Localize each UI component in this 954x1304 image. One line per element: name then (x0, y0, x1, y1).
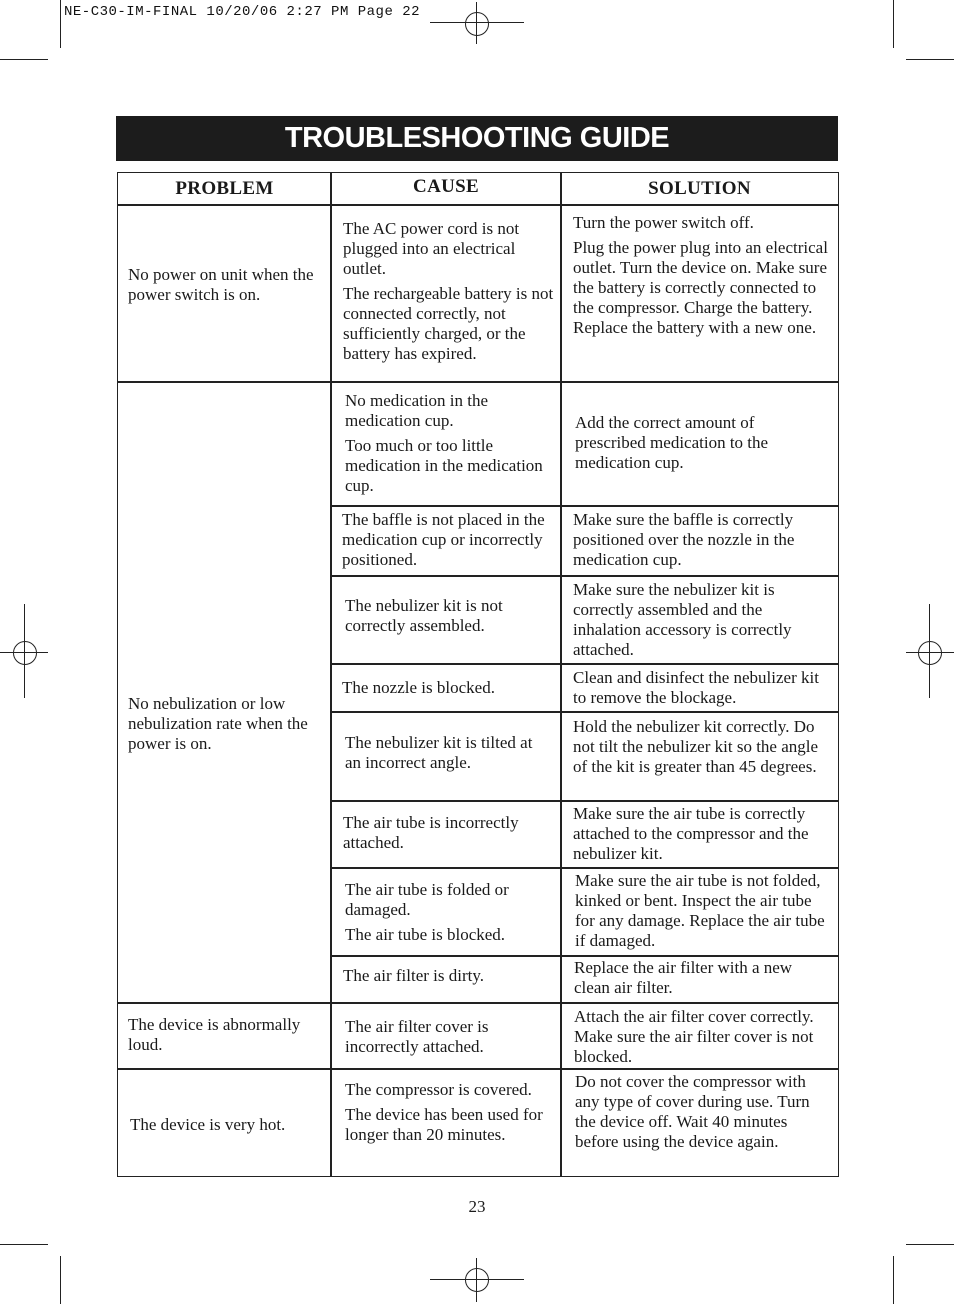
cause-text: The AC power cord is not plugged into an electrical outlet. (343, 219, 520, 278)
header-cause: CAUSE (413, 176, 479, 197)
solution-text: Hold the nebulizer kit correctly. Do not tilt the nebulizer kit so the angle of the kit is greater than 45 degrees. (573, 717, 819, 776)
cause-cell (345, 1017, 550, 1057)
solution-cell (575, 413, 825, 473)
row-divider (331, 955, 838, 957)
cause-text: The air filter is dirty. (343, 966, 484, 985)
row-divider (331, 505, 838, 507)
crop-mark (60, 0, 61, 48)
registration-mark (465, 1268, 489, 1292)
row-divider (118, 381, 838, 383)
solution-text: Make sure the nebulizer kit is correctly assembled and the inhalation accessory is correctly attached. (573, 580, 792, 659)
registration-mark (430, 22, 524, 23)
troubleshooting-table (117, 172, 839, 1177)
registration-mark (929, 604, 930, 698)
cause-cell (345, 733, 550, 773)
row-divider (118, 1002, 838, 1004)
cause-text: The nebulizer kit is not correctly assembled. (345, 596, 503, 635)
cause-text: The rechargeable battery is not connected correctly, not sufficiently charged, or the battery has expired. (343, 284, 554, 363)
registration-mark (24, 604, 25, 698)
cause-text: Too much or too little medication in the medication cup. (345, 436, 543, 495)
problem-abnormally-loud: The device is abnormally loud. (128, 1015, 301, 1054)
solution-cell (573, 580, 829, 660)
solution-cell (573, 213, 829, 338)
solution-cell (573, 668, 829, 708)
cause-text: The air tube is blocked. (345, 925, 506, 944)
column-divider (330, 173, 332, 1177)
solution-text: Turn the power switch off. (573, 213, 754, 232)
crop-mark (893, 0, 894, 48)
problem-no-power: No power on unit when the power switch is on. (128, 265, 314, 304)
solution-text: Replace the air filter with a new clean air filter. (574, 958, 793, 997)
row-divider (118, 1068, 838, 1070)
printer-slug: NE-C30-IM-FINAL 10/20/06 2:27 PM Page 22 (64, 4, 421, 20)
registration-mark (430, 1279, 524, 1280)
solution-cell (575, 1072, 829, 1152)
cause-text: The nebulizer kit is tilted at an incorrect angle. (345, 733, 533, 772)
cause-cell (345, 880, 550, 945)
cause-cell (345, 1080, 550, 1145)
solution-text: Attach the air filter cover correctly. Make sure the air filter cover is not blocked. (574, 1007, 814, 1066)
solution-text: Make sure the air tube is correctly attached to the compressor and the nebulizer kit. (573, 804, 809, 863)
row-divider (331, 711, 838, 713)
crop-mark (0, 1244, 48, 1245)
problem-no-nebulization: No nebulization or low nebulization rate when the power is on. (128, 694, 308, 753)
crop-mark (60, 1256, 61, 1304)
cause-cell (345, 391, 555, 496)
solution-text: Make sure the air tube is not folded, kinked or bent. Inspect the air tube for any damage. Replace the air tube if damaged. (575, 871, 825, 950)
crop-mark (0, 59, 48, 60)
cause-text: The baffle is not placed in the medication cup or incorrectly positioned. (342, 510, 545, 569)
row-divider (331, 867, 838, 869)
solution-cell (573, 510, 829, 570)
solution-text: Make sure the baffle is correctly positioned over the nozzle in the medication cup. (573, 510, 795, 569)
solution-text: Add the correct amount of prescribed medication to the medication cup. (575, 413, 769, 472)
cause-cell (343, 966, 555, 986)
registration-mark (13, 641, 37, 665)
row-divider (118, 204, 838, 206)
page-number: 23 (468, 1197, 486, 1216)
solution-text: Plug the power plug into an electrical outlet. Turn the device on. Make sure the battery is correctly connected to the compressor. Charge the battery. Replace the battery with a new one. (573, 238, 828, 337)
crop-mark (893, 1256, 894, 1304)
page-title: TROUBLESHOOTING GUIDE (116, 116, 838, 161)
cause-cell (345, 596, 550, 636)
registration-mark (476, 2, 477, 44)
solution-cell (574, 1007, 830, 1067)
registration-mark (918, 641, 942, 665)
solution-text: Do not cover the compressor with any type of cover during use. Turn the device off. Wait 40 minutes before using the device again. (575, 1072, 810, 1151)
problem-very-hot: The device is very hot. (130, 1115, 286, 1134)
solution-cell (574, 958, 829, 998)
cause-cell (343, 813, 555, 853)
solution-cell (575, 871, 829, 951)
cause-cell (342, 678, 554, 698)
cause-cell (343, 219, 555, 364)
registration-mark (0, 652, 48, 653)
solution-cell (573, 804, 829, 864)
registration-mark (906, 652, 954, 653)
cause-text: The air tube is folded or damaged. (345, 880, 509, 919)
row-divider (331, 800, 838, 802)
solution-cell (573, 717, 829, 777)
column-divider (560, 173, 562, 1177)
solution-text: Clean and disinfect the nebulizer kit to remove the blockage. (573, 668, 819, 707)
header-problem: PROBLEM (175, 178, 274, 199)
registration-mark (476, 1258, 477, 1302)
cause-text: The compressor is covered. (345, 1080, 532, 1099)
cause-text: No medication in the medication cup. (345, 391, 489, 430)
cause-text: The air tube is incorrectly attached. (343, 813, 519, 852)
cause-text: The nozzle is blocked. (342, 678, 495, 697)
row-divider (331, 663, 838, 665)
cause-text: The air filter cover is incorrectly attached. (345, 1017, 489, 1056)
header-solution: SOLUTION (648, 178, 751, 199)
crop-mark (906, 59, 954, 60)
registration-mark (465, 12, 489, 36)
row-divider (331, 575, 838, 577)
cause-cell (342, 510, 554, 570)
crop-mark (906, 1244, 954, 1245)
cause-text: The device has been used for longer than 20 minutes. (345, 1105, 543, 1144)
